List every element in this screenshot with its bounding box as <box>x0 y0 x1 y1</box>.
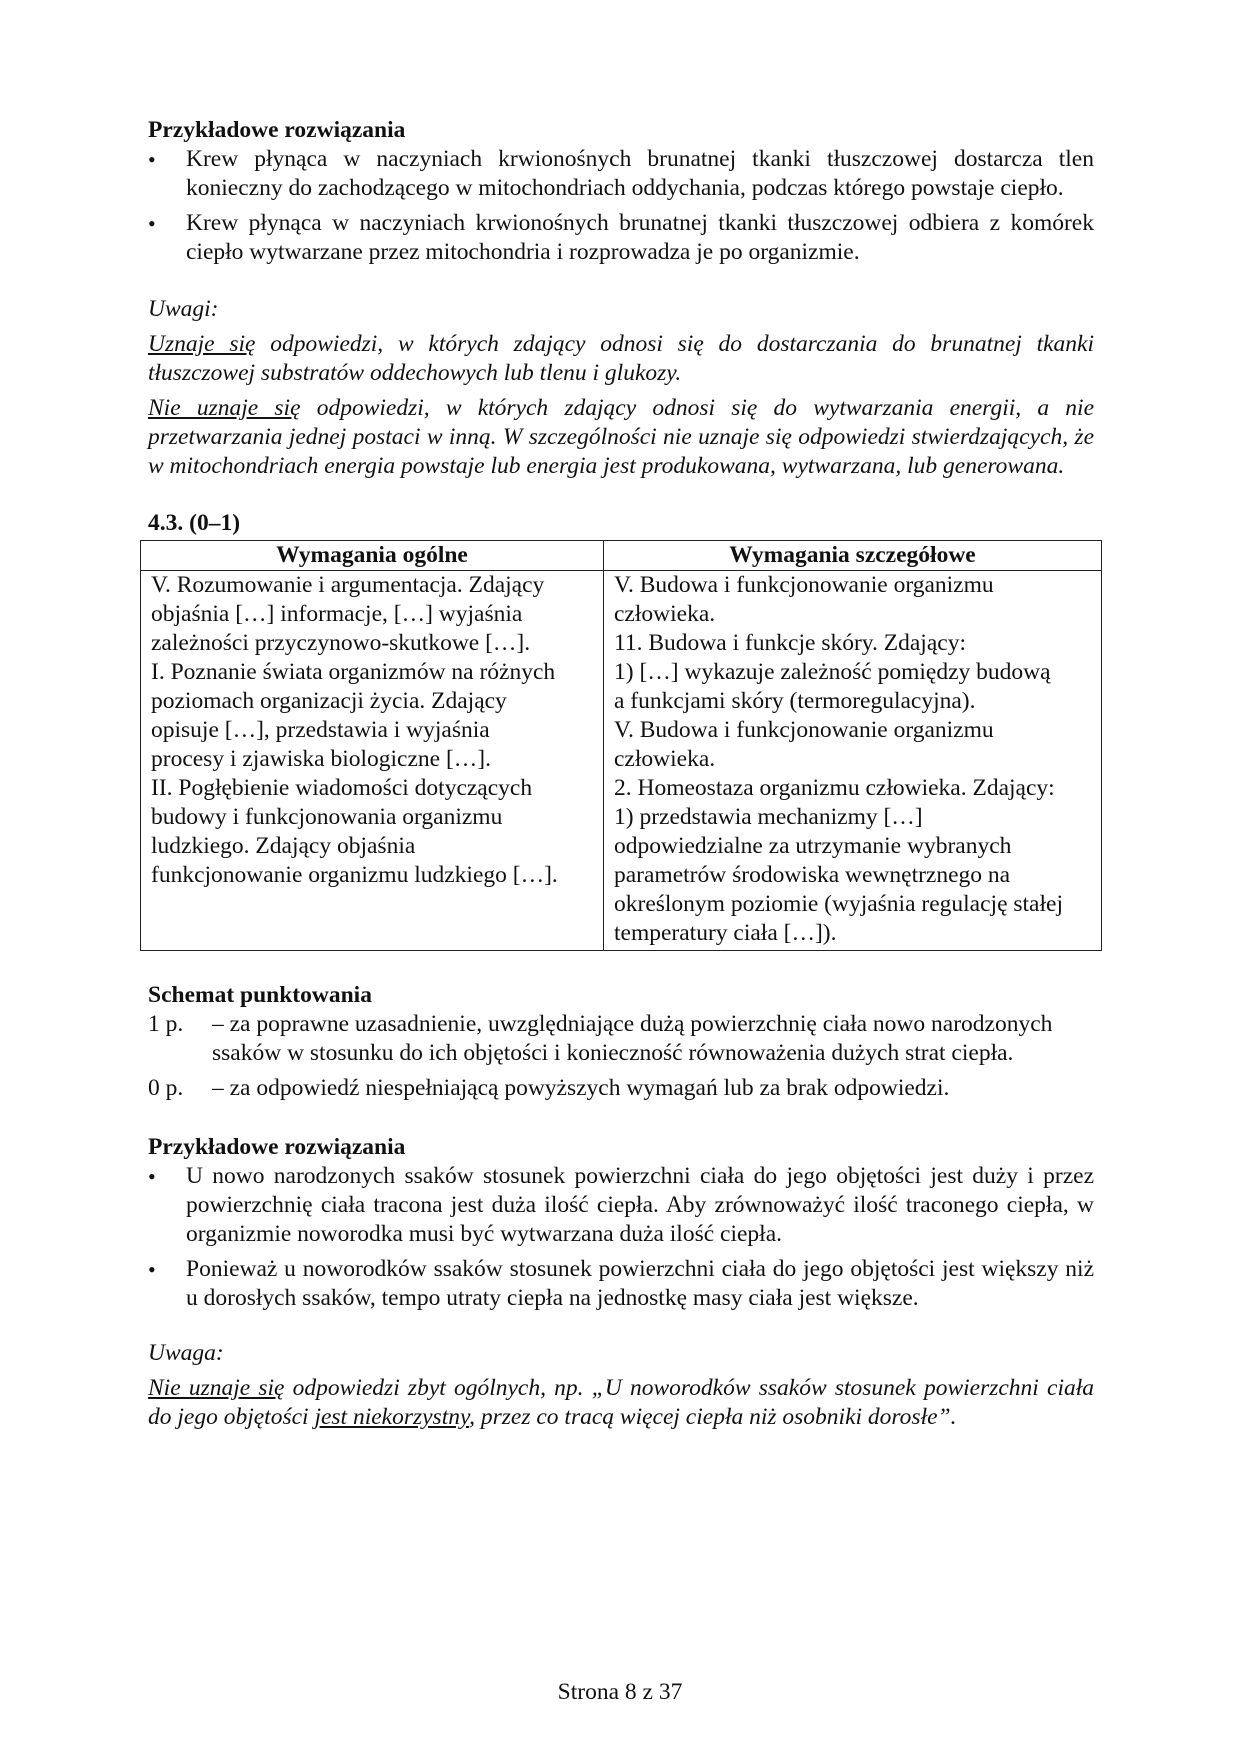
cell-line: V. Budowa i funkcjonowanie organizmu <box>614 717 994 743</box>
note-reject-label: Nie uznaje się <box>148 395 301 421</box>
cell-line: II. Pogłębienie wiadomości dotyczących <box>151 775 533 801</box>
note-text: odpowiedzi, w których zdający odnosi się do dostarczania do brunatnej tkanki tłuszczowej substratów oddechowych lub tlenu i glukozy. <box>148 331 1094 386</box>
cell-line: człowieka. <box>614 746 716 772</box>
notes-heading: Uwagi: <box>148 296 219 322</box>
column-header-detailed: Wymagania szczegółowe <box>604 541 1102 571</box>
requirements-table <box>140 540 1102 951</box>
cell-line: ludzkiego. Zdający objaśnia <box>151 833 416 859</box>
notes-section <box>148 295 1094 481</box>
section-heading: Przykładowe rozwiązania <box>148 117 406 143</box>
note-text: , przez co tracą więcej ciepła niż osobniki dorosłe”. <box>469 1404 957 1430</box>
note-reject-label: Nie uznaje się <box>148 1375 285 1401</box>
cell-line: 2. Homeostaza organizmu człowieka. Zdający: <box>614 775 1055 801</box>
cell-line: 11. Budowa i funkcje skóry. Zdający: <box>614 630 966 656</box>
bullet-icon: • <box>148 147 156 172</box>
general-requirements-cell <box>141 571 604 951</box>
cell-line: odpowiedzialne za utrzymanie wybranych <box>614 833 1012 859</box>
list-item-text: Ponieważ u noworodków ssaków stosunek powierzchni ciała do jego objętości jest większy niż u dorosłych ssaków, tempo utraty ciepła na jednostkę masy ciała jest większe. <box>186 1256 1094 1311</box>
cell-line: budowy i funkcjonowania organizmu <box>151 804 503 830</box>
cell-line: temperatury ciała […]). <box>614 920 837 946</box>
list-item <box>148 1255 1094 1313</box>
cell-line: V. Budowa i funkcjonowanie organizmu <box>614 572 994 598</box>
list-item-text: Krew płynąca w naczyniach krwionośnych brunatnej tkanki tłuszczowej odbiera z komórek ciepło wytwarzane przez mitochondria i rozprowadza je po organizmie. <box>186 210 1094 265</box>
note-paragraph <box>148 1374 1094 1432</box>
cell-line: opisuje […], przedstawia i wyjaśnia <box>151 717 490 743</box>
example-solutions-section <box>148 116 1094 267</box>
note-section <box>148 1339 1094 1432</box>
score-points: 0 p. <box>148 1075 184 1101</box>
cell-line: zależności przyczynowo-skutkowe […]. <box>151 630 531 656</box>
document-page <box>148 116 1094 1438</box>
table-row <box>141 571 1102 951</box>
list-item-text: U nowo narodzonych ssaków stosunek powierzchni ciała do jego objętości jest duży i przez powierzchnię ciała tracona jest duża ilość ciepła. Aby zrównoważyć ilość traconego ciepła, w organizmie noworodka musi być wytwarzana duża ilość ciepła. <box>186 1163 1094 1247</box>
cell-line: poziomach organizacji życia. Zdający <box>151 688 507 714</box>
solutions-list <box>148 1162 1094 1313</box>
cell-line: parametrów środowiska wewnętrznego na <box>614 862 1011 888</box>
cell-line: 1) przedstawia mechanizmy […] <box>614 804 923 830</box>
page-number: Strona 8 z 37 <box>557 1679 683 1705</box>
note-text: odpowiedzi, w których zdający odnosi się do wytwarzania energii, a nie przetwarzania jednej postaci w inną. W szczególności nie uznaje się odpowiedzi stwierdzających, że w mitochondriach energia powstaje lub energia jest produkowana, wytwarzana, lub generowana. <box>148 395 1094 479</box>
list-item <box>148 145 1094 203</box>
score-criteria: – za poprawne uzasadnienie, uwzględniające dużą powierzchnię ciała nowo narodzonych ssaków w stosunku do ich objętości i konieczność równoważenia dużych strat ciepła. <box>212 1011 1053 1066</box>
cell-line: określonym poziomie (wyjaśnia regulację stałej <box>614 891 1063 917</box>
table-header-row <box>141 541 1102 571</box>
solutions-list <box>148 145 1094 267</box>
list-item <box>148 1162 1094 1249</box>
bullet-icon: • <box>148 1257 156 1282</box>
cell-line: 1) […] wykazuje zależność pomiędzy budową <box>614 659 1051 685</box>
detailed-requirements-cell <box>604 571 1102 951</box>
note-paragraph <box>148 330 1094 388</box>
cell-line: człowieka. <box>614 601 716 627</box>
cell-line: a funkcjami skóry (termoregulacyjna). <box>614 688 976 714</box>
score-line <box>148 1074 1094 1103</box>
section-heading: Przykładowe rozwiązania <box>148 1134 406 1160</box>
note-paragraph <box>148 394 1094 481</box>
example-solutions-section <box>148 1133 1094 1313</box>
note-accept-label: Uznaje się <box>148 331 256 357</box>
note-heading: Uwaga: <box>148 1340 224 1366</box>
note-text: odpowiedzi zbyt ogólnych, np. „U noworodków ssaków stosunek powierzchni ciała do jego objętości <box>148 1375 1095 1430</box>
list-item-text: Krew płynąca w naczyniach krwionośnych brunatnej tkanki tłuszczowej dostarcza tlen konieczny do zachodzącego w mitochondriach oddychania, podczas którego powstaje ciepło. <box>186 146 1094 201</box>
note-emphasis: jest niekorzystny <box>314 1404 470 1430</box>
score-criteria: – za odpowiedź niespełniającą powyższych wymagań lub za brak odpowiedzi. <box>212 1075 950 1101</box>
task-number: 4.3. (0–1) <box>148 510 241 536</box>
cell-line: I. Poznanie świata organizmów na różnych <box>151 659 556 685</box>
score-points: 1 p. <box>148 1011 184 1037</box>
bullet-icon: • <box>148 211 156 236</box>
score-line <box>148 1010 1094 1068</box>
list-item <box>148 209 1094 267</box>
cell-line: funkcjonowanie organizmu ludzkiego […]. <box>151 862 558 888</box>
bullet-icon: • <box>148 1164 156 1189</box>
scoring-section <box>148 981 1094 1103</box>
cell-line: procesy i zjawiska biologiczne […]. <box>151 746 491 772</box>
scoring-heading: Schemat punktowania <box>148 982 372 1008</box>
column-header-general: Wymagania ogólne <box>141 541 604 571</box>
cell-line: objaśnia […] informacje, […] wyjaśnia <box>151 601 523 627</box>
cell-line: V. Rozumowanie i argumentacja. Zdający <box>151 572 545 598</box>
task-section <box>148 509 1094 951</box>
